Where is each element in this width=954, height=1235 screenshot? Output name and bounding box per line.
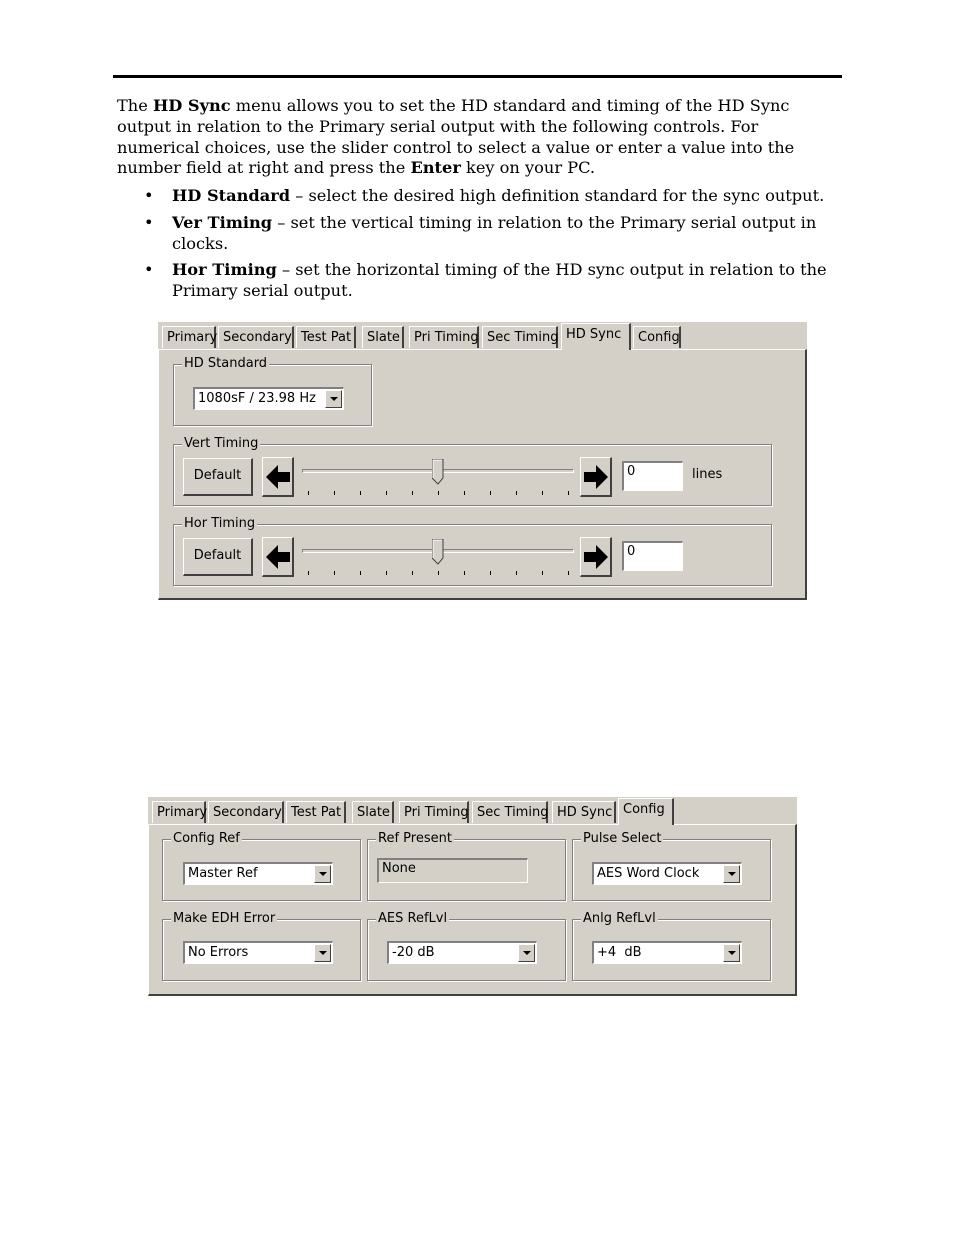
anlg-reflvl-value: +4 dB	[597, 945, 642, 960]
intro-text-1: The	[117, 96, 153, 115]
hor-timing-slider[interactable]	[302, 537, 574, 577]
ref-present-value: None	[382, 861, 416, 876]
tab-secondary[interactable]: Secondary	[218, 326, 294, 348]
config-ref-value: Master Ref	[188, 866, 258, 881]
slider-tick	[334, 491, 335, 495]
vert-timing-label: Vert Timing	[184, 436, 259, 451]
list-item: • HD Standard – select the desired high definition standard for the sync output.	[144, 186, 825, 205]
bullet-term: HD Standard	[172, 186, 291, 205]
slider-tick	[412, 571, 413, 575]
chevron-down-icon[interactable]	[314, 944, 331, 962]
ref-present-group	[367, 831, 566, 901]
hd-sync-panel	[158, 322, 807, 600]
vert-increment-button[interactable]	[580, 457, 612, 497]
vert-default-button[interactable]: Default	[183, 458, 253, 496]
intro-menu-name: HD Sync	[152, 96, 231, 115]
anlg-reflvl-label: Anlg RefLvl	[583, 911, 656, 926]
slider-tick	[542, 571, 543, 575]
hd-standard-label: HD Standard	[184, 356, 268, 371]
header-rule	[113, 75, 842, 78]
slider-tick	[568, 571, 569, 575]
tab-hd-sync[interactable]: HD Sync	[561, 323, 631, 350]
tab-secondary[interactable]: Secondary	[208, 801, 284, 823]
hor-default-button[interactable]: Default	[183, 538, 253, 576]
slider-tick	[334, 571, 335, 575]
hor-timing-group	[173, 516, 772, 586]
config-ref-group	[162, 831, 361, 901]
slider-tick	[308, 491, 309, 495]
slider-tick	[386, 491, 387, 495]
tab-pri-timing[interactable]: Pri Timing	[399, 801, 469, 823]
pulse-select-label: Pulse Select	[583, 831, 662, 846]
tab-pri-timing[interactable]: Pri Timing	[409, 326, 479, 348]
slider-tick	[438, 491, 439, 495]
ref-present-label: Ref Present	[378, 831, 452, 846]
tab-slate[interactable]: Slate	[362, 326, 404, 348]
vert-timing-slider[interactable]	[302, 457, 574, 497]
slider-tick	[542, 491, 543, 495]
vert-timing-group	[173, 436, 772, 506]
tab-sec-timing[interactable]: Sec Timing	[472, 801, 548, 823]
tab-bar	[158, 322, 807, 350]
bullet-text: – set the horizontal timing of the HD sync output in relation to the Primary serial output.	[172, 260, 827, 301]
slider-tick	[490, 571, 491, 575]
slider-thumb[interactable]	[432, 459, 444, 485]
arrow-left-icon	[265, 464, 291, 490]
aes-reflvl-group	[367, 911, 566, 981]
vert-timing-input[interactable]	[622, 461, 683, 491]
bullet-term: Ver Timing	[172, 212, 273, 232]
chevron-down-icon[interactable]	[723, 944, 740, 962]
pulse-select-group	[572, 831, 771, 901]
tab-primary[interactable]: Primary	[152, 801, 206, 823]
hor-timing-value: 0	[627, 544, 636, 559]
make-edh-error-label: Make EDH Error	[173, 911, 276, 926]
intro-paragraph	[117, 96, 842, 179]
tab-slate[interactable]: Slate	[352, 801, 394, 823]
intro-text-2: menu allows you to set the HD standard and timing of the HD Sync output in relation to the Primary serial output with the following controls. For numerical choices, use the slider control to select a value or enter a value into the number field at right and press the	[117, 96, 795, 178]
slider-tick	[464, 491, 465, 495]
hor-decrement-button[interactable]	[262, 537, 294, 577]
make-edh-error-group	[162, 911, 361, 981]
control-list	[140, 186, 840, 308]
chevron-down-icon[interactable]	[314, 865, 331, 883]
slider-tick	[438, 571, 439, 575]
make-edh-error-value: No Errors	[188, 945, 249, 960]
list-item: • Ver Timing – set the vertical timing in relation to the Primary serial output in clocks.	[144, 212, 817, 253]
aes-reflvl-value: -20 dB	[392, 945, 435, 960]
hor-timing-input[interactable]	[622, 541, 683, 571]
ref-present-display	[377, 858, 528, 883]
tab-hd-sync[interactable]: HD Sync	[552, 801, 616, 823]
anlg-reflvl-group	[572, 911, 771, 981]
list-item: • Hor Timing – set the horizontal timing of the HD sync output in relation to the Primary serial output.	[144, 260, 827, 301]
arrow-right-icon	[583, 544, 609, 570]
slider-tick	[516, 571, 517, 575]
tab-content	[148, 824, 797, 996]
slider-thumb[interactable]	[432, 539, 444, 565]
hor-increment-button[interactable]	[580, 537, 612, 577]
pulse-select-value: AES Word Clock	[597, 866, 700, 881]
intro-key-name: Enter	[410, 158, 461, 178]
pulse-select-select[interactable]	[592, 862, 742, 885]
tab-config[interactable]: Config	[633, 326, 681, 348]
slider-tick	[360, 491, 361, 495]
make-edh-error-select[interactable]	[183, 941, 333, 964]
tab-content	[158, 349, 807, 600]
slider-tick	[516, 491, 517, 495]
tab-test-pat[interactable]: Test Pat	[286, 801, 346, 823]
config-ref-label: Config Ref	[173, 831, 240, 846]
bullet-text: – set the vertical timing in relation to the Primary serial output in clocks.	[172, 212, 817, 253]
tab-primary[interactable]: Primary	[162, 326, 216, 348]
vert-timing-value: 0	[627, 464, 636, 479]
aes-reflvl-label: AES RefLvl	[378, 911, 448, 926]
hor-timing-label: Hor Timing	[184, 516, 256, 531]
slider-tick	[386, 571, 387, 575]
tab-sec-timing[interactable]: Sec Timing	[482, 326, 558, 348]
slider-tick	[464, 571, 465, 575]
tab-bar	[148, 797, 797, 825]
intro-text-3: key on your PC.	[460, 158, 596, 178]
config-panel	[148, 797, 797, 996]
aes-reflvl-select[interactable]	[387, 941, 537, 964]
slider-tick	[412, 491, 413, 495]
config-ref-select[interactable]	[183, 862, 333, 885]
slider-tick	[490, 491, 491, 495]
arrow-right-icon	[583, 464, 609, 490]
hd-standard-group	[173, 356, 372, 426]
slider-tick	[568, 491, 569, 495]
slider-tick	[360, 571, 361, 575]
slider-tick	[308, 571, 309, 575]
bullet-term: Hor Timing	[172, 260, 277, 280]
chevron-down-icon[interactable]	[325, 390, 342, 408]
hd-standard-select[interactable]	[193, 387, 344, 410]
vert-timing-unit: lines	[692, 467, 723, 482]
vert-decrement-button[interactable]	[262, 457, 294, 497]
chevron-down-icon[interactable]	[723, 865, 740, 883]
anlg-reflvl-select[interactable]	[592, 941, 742, 964]
tab-test-pat[interactable]: Test Pat	[296, 326, 356, 348]
chevron-down-icon[interactable]	[518, 944, 535, 962]
tab-config[interactable]: Config	[618, 798, 674, 825]
arrow-left-icon	[265, 544, 291, 570]
bullet-text: – select the desired high definition standard for the sync output.	[290, 186, 825, 205]
hd-standard-value: 1080sF / 23.98 Hz	[198, 391, 316, 406]
